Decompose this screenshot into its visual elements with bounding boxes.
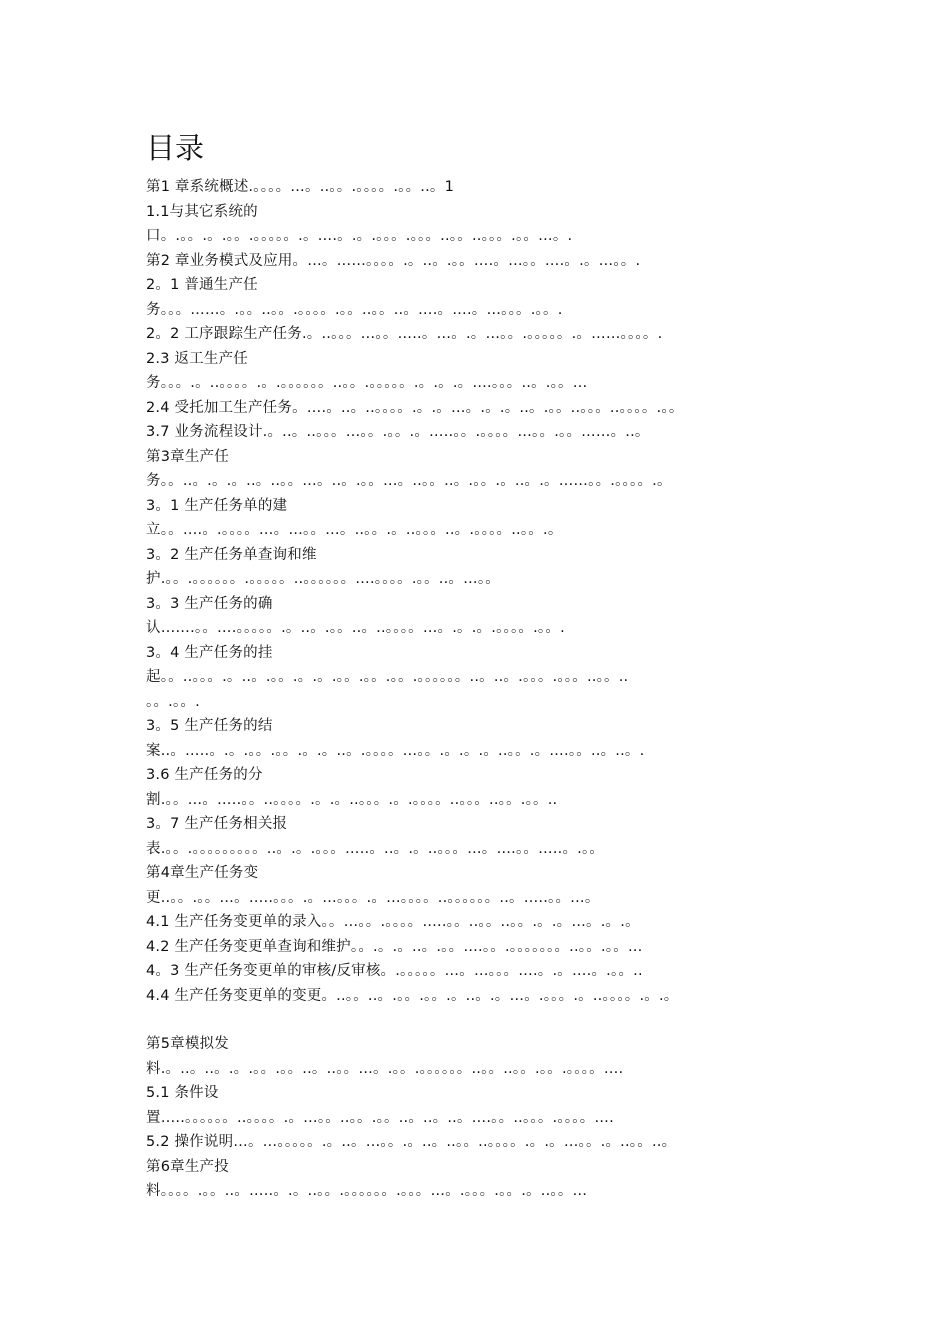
toc-entry: 第2 章业务模式及应用。…。……。。。。.。..。.。。….。…。。….。.。…。。. <box>146 252 641 269</box>
toc-entry: 3.6 生产任务的分 <box>146 767 263 783</box>
toc-entry: 割.。。…。…..。。..。。。。.。.。..。。。.。.。。。。..。。。..。。.。。.. <box>146 791 558 808</box>
toc-entry: 4.1 生产任务变更单的录入。。…。。.。。。。…..。。..。。..。。.。.。…。.。.。 <box>146 914 640 930</box>
toc-entry: 认…….。。….。。。。。.。..。.。。..。..。。。。…。.。.。.。。。。.。。. <box>146 620 565 636</box>
toc-entry: 第4章生产任务变 <box>146 865 259 881</box>
toc-entry: 4。3 生产任务变更单的审核/反审核。.。。。。。…。…。。。….。.。….。.。。.. <box>146 963 643 979</box>
toc-entry: 3。2 生产任务单查询和维 <box>146 546 317 563</box>
toc-entry: 立。。….。.。。。。…。…。。…。..。。.。..。。。..。.。。。。..。。.。 <box>146 522 563 538</box>
toc-entry: 务。。..。.。.。..。..。。…。..。.。。…。..。。..。.。。.。..。.。……。。.。。。。.。 <box>146 473 672 489</box>
toc-entry: 起。。..。。。.。..。.。。.。.。.。。.。。.。。.。。。。。。..。..。.。。。.。。。..。。.. <box>146 669 629 685</box>
toc-heading: 目录 <box>146 131 205 165</box>
toc-entry: 5.2 操作说明…。…。。。。。.。..。…。。.。..。..。。..。。。。.。.。…。。.。..。。..。 <box>146 1134 677 1150</box>
toc-entry: 1.1与其它系统的 <box>146 203 258 220</box>
toc-entry: 表.。。.。。。。。。。。。..。.。.。。。…..。..。.。..。。。…。….。。…..。.。。 <box>146 840 605 857</box>
toc-entry: 2.4 受托加工生产任务。….。..。..。。。。.。.。…。.。.。..。.。。..。。。..。。。。.。。 <box>146 399 684 416</box>
toc-entry: 务。。。.。..。。。。.。.。。。。。。..。。.。。。。。.。.。.。….。。。..。.。。… <box>146 375 588 391</box>
toc-entry: 4.2 生产任务变更单查询和维护。。.。.。..。.。。….。。.。。。。。。。..。。.。。… <box>146 938 643 955</box>
toc-entry: 第6章生产投 <box>146 1158 229 1175</box>
toc-entry: 。。.。。. <box>146 693 200 710</box>
toc-entry: 案..。…..。.。.。。.。。.。.。..。.。。。。…。。.。.。.。..。。.。….。。..。..。. <box>146 742 645 759</box>
toc-entry: 3.7 业务流程设计.。..。..。。。…。。.。。.。…..。。.。。。。…。。.。。……。..。 <box>146 424 650 440</box>
toc-entry: 料.。..。..。.。.。。.。。..。..。。…。.。。.。。。。。。..。。..。。.。。.。。。。…. <box>146 1060 624 1077</box>
toc-entry: 料。。。。.。。..。…..。.。..。。.。。。。。。.。。。…。.。。。.。。.。..。。… <box>146 1183 588 1199</box>
toc-entry: 3。5 生产任务的结 <box>146 718 273 734</box>
toc-entry: 更..。。.。。…。…..。。。.。…。。。.。…。。。。..。。。。。。..。…..。。…。 <box>146 889 600 906</box>
toc-entry: 第5章模拟发 <box>146 1036 229 1052</box>
toc-entry: 4.4 生产任务变更单的变更。..。。..。.。。.。。.。..。.。…。.。。。.。..。。。。.。.。 <box>146 987 679 1004</box>
toc-entry: 2。2 工序跟踪生产任务.。..。。。…。。…..。…。.。…。。.。。。。。.。……。。。。. <box>146 326 663 342</box>
toc-entry: 务。。。……。.。。..。。.。。。。.。。..。。..。….。….。…。。。.。。. <box>146 301 563 318</box>
toc-entry: 第3章生产任 <box>146 448 229 465</box>
toc-entry: 3。7 生产任务相关报 <box>146 816 288 832</box>
toc-entry: 置…..。。。。。。..。。。。.。…。。..。。.。。..。..。..。….。。..。。。.。。。。…. <box>146 1109 614 1126</box>
toc-spacer <box>146 1008 826 1032</box>
toc-entry: 3。3 生产任务的确 <box>146 595 273 612</box>
toc-entry: 口。.。。.。.。。.。。。。。.。….。.。.。。。.。。。..。。..。。。.。。…。. <box>146 228 573 244</box>
toc-entry: 护.。。.。。。。。。.。。。。。..。。。。。。….。。。。.。。..。…。。 <box>146 571 500 587</box>
toc-entry: 5.1 条件设 <box>146 1085 219 1101</box>
toc-entry: 第1 章系统概述.。。。。…。..。。.。。。。.。。..。1 <box>146 179 455 195</box>
toc-entry: 3。1 生产任务单的建 <box>146 497 288 514</box>
toc-entry: 3。4 生产任务的挂 <box>146 644 273 661</box>
toc-entry: 2。1 普通生产任 <box>146 277 258 293</box>
table-of-contents <box>146 175 826 1204</box>
toc-entry: 2.3 返工生产任 <box>146 350 248 367</box>
